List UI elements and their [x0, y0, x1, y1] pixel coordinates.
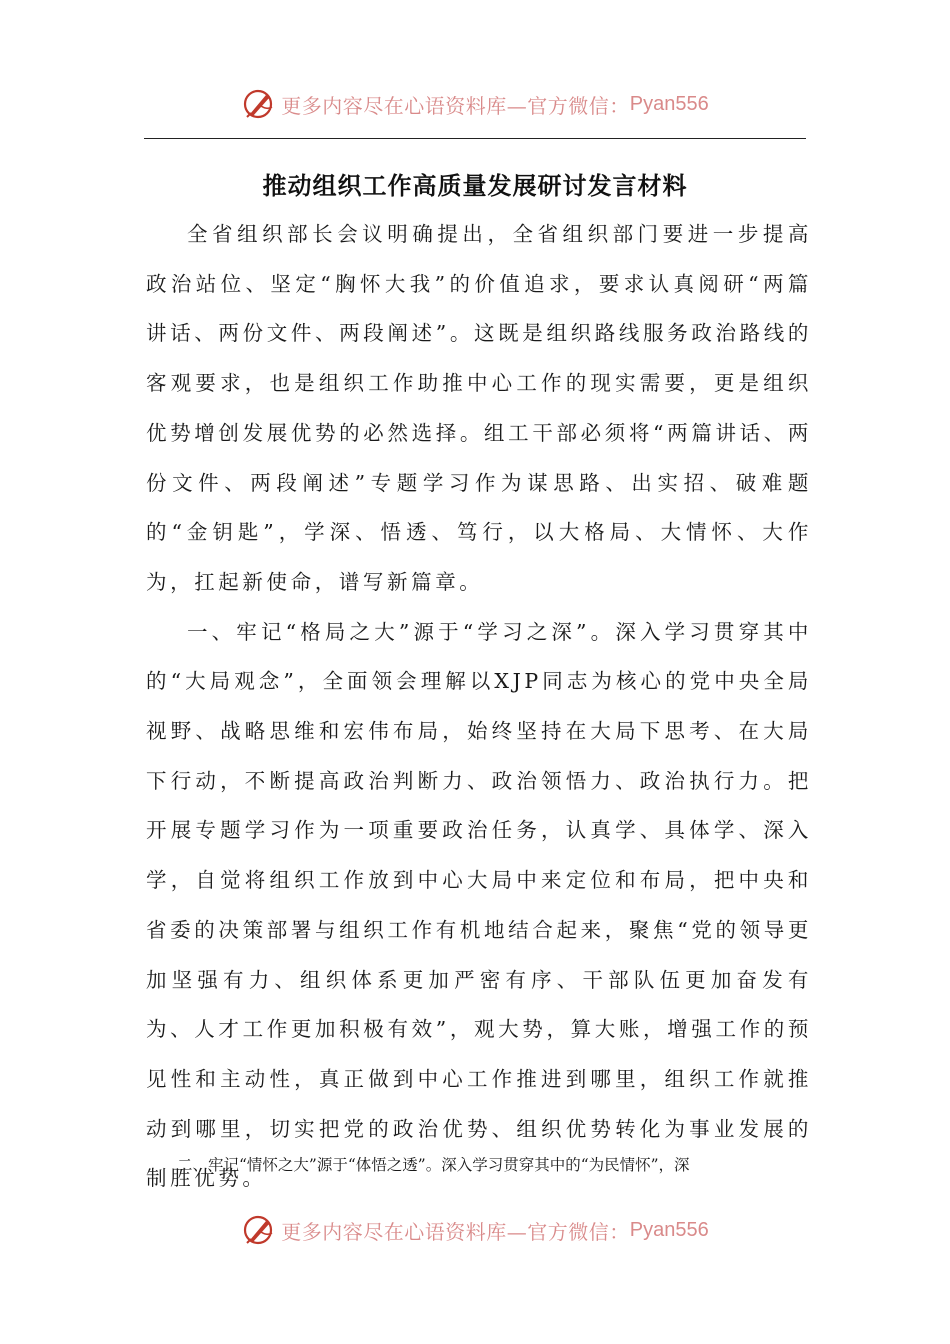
- header-brand-id: Pyan556: [629, 92, 709, 115]
- header-divider: [144, 138, 806, 139]
- pen-logo-icon: [241, 86, 277, 122]
- paragraph-section-one: 一、牢记“格局之大”源于“学习之深”。深入学习贯穿其中的“大局观念”，全面领会理解以XJP同志为核心的党中央全局视野、战略思维和宏伟布局，始终坚持在大局下思考、在大局下行动，不断提高政治判断力、政治领悟力、政治执行力。把开展专题学习作为一项重要政治任务，认真学、具体学、深入学，自觉将组织工作放到中心大局中来定位和布局，把中央和省委的决策部署与组织工作有机地结合起来，聚焦“党的领导更加坚强有力、组织体系更加严密有序、干部队伍更加奋发有为、人才工作更加积极有效”，观大势，算大账，增强工作的预见性和主动性，真正做到中心工作推进到哪里，组织工作就推动到哪里，切实把党的政治优势、组织优势转化为事业发展的制胜优势。: [146, 619, 812, 1191]
- document-title: 推动组织工作高质量发展研讨发言材料: [262, 172, 688, 200]
- paragraph-intro: 全省组织部长会议明确提出，全省组织部门要进一步提高政治站位、坚定“胸怀大我”的价值追求，要求认真阅研“两篇讲话、两份文件、两段阐述”。这既是组织路线服务政治路线的客观要求，也是组织工作助推中心工作的现实需要，更是组织优势增创发展优势的必然选择。组工干部必须将“两篇讲话、两份文件、两段阐述”专题学习作为谋思路、出实招、破难题的“金钥匙”，学深、悟透、笃行，以大格局、大情怀、大作为，扛起新使命，谱写新篇章。: [146, 222, 812, 594]
- pen-logo-icon: [241, 1212, 277, 1248]
- header-watermark: [0, 84, 950, 124]
- document-body: [146, 210, 812, 1204]
- footer-brand-id: Pyan556: [629, 1218, 709, 1241]
- footer-brand-text: 更多内容尽在心语资料库—官方微信：: [281, 1219, 630, 1244]
- paragraph-section-two: 二、牢记“情怀之大”源于“体悟之透”。深入学习贯穿其中的“为民情怀”，深: [177, 1156, 690, 1174]
- footer-watermark: [0, 1210, 950, 1250]
- header-brand-text: 更多内容尽在心语资料库—官方微信：: [281, 93, 630, 118]
